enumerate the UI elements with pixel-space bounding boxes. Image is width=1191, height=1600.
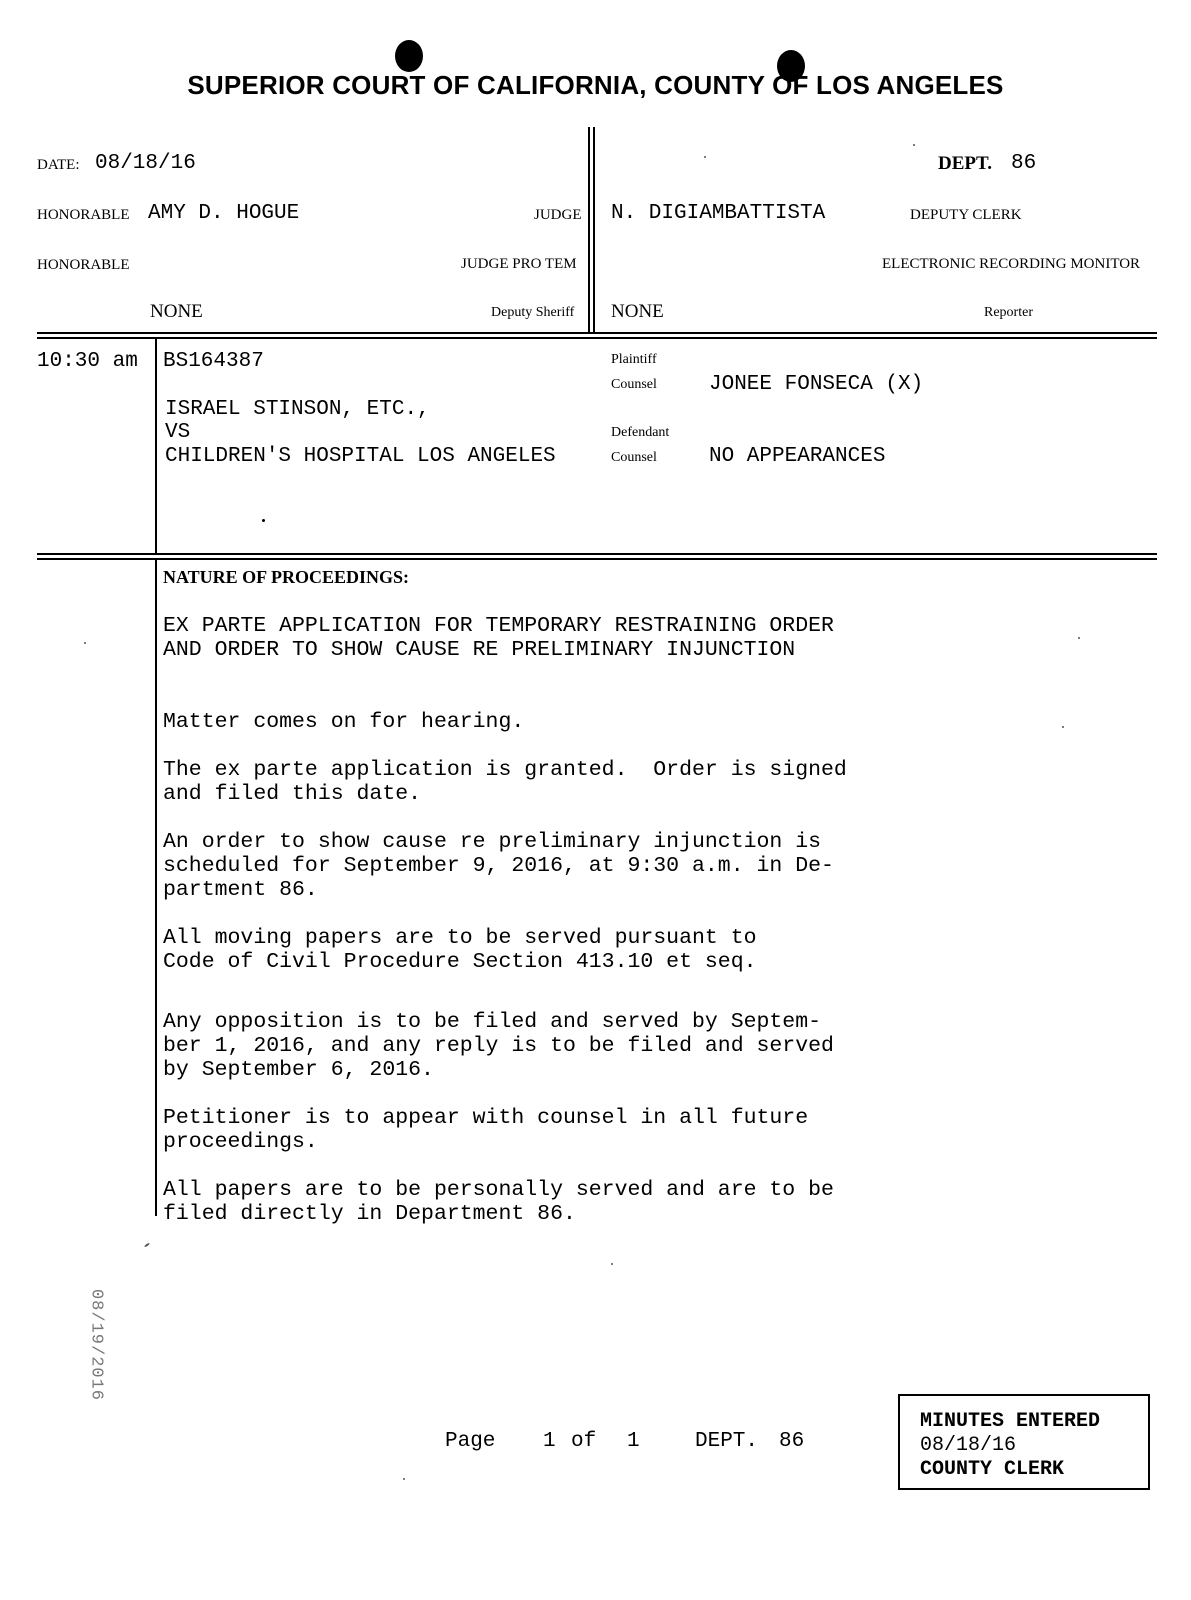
scan-speck [704,156,706,158]
judge-pro-tem-label: JUDGE PRO TEM [461,256,577,272]
scan-speck [913,144,915,146]
party-defendant: CHILDREN'S HOSPITAL LOS ANGELES [165,445,556,468]
header-rule-bottom [37,337,1157,339]
date-label: DATE: [37,157,80,173]
minutes-entered-box [898,1394,1150,1490]
proceedings-divider [155,560,157,1216]
scan-speck [144,1242,150,1247]
proceedings-paragraph: The ex parte application is granted. Order is signed and filed this date. [163,758,847,806]
case-rule-top [37,553,1157,555]
sheriff-value: NONE [150,301,203,322]
case-rule-bottom [37,558,1157,560]
proceedings-paragraph: Any opposition is to be filed and served by Septem- ber 1, 2016, and any reply is to be filed and served by September 6, 2016. [163,1010,834,1082]
proceedings-paragraph: Matter comes on for hearing. [163,710,525,734]
punch-hole-left [395,40,423,72]
scan-speck [1062,726,1064,728]
minutes-entered-label: MINUTES ENTERED [920,1410,1101,1433]
page-total: 1 [627,1430,640,1453]
case-time: 10:30 am [37,350,138,373]
versus: VS [165,421,191,444]
reporter-label: Reporter [984,305,1033,320]
reporter-value: NONE [611,301,664,322]
judge-label: JUDGE [534,207,582,223]
proceedings-title: EX PARTE APPLICATION FOR TEMPORARY RESTRAINING ORDER AND ORDER TO SHOW CAUSE RE PRELIMINARY INJUNCTION [163,614,834,662]
header-divider-right [593,127,595,332]
proceedings-paragraph: Petitioner is to appear with counsel in all future proceedings. [163,1106,809,1154]
scan-speck [1078,637,1080,639]
proceedings-paragraph: All papers are to be personally served and are to be filed directly in Department 86. [163,1178,834,1226]
header-divider-left [588,127,590,332]
deputy-sheriff-label: Deputy Sheriff [491,305,575,320]
page-number: 1 [543,1430,556,1453]
clerk-name: N. DIGIAMBATTISTA [611,202,826,225]
dept-label: DEPT. [938,153,993,174]
plaintiff-label: Plaintiff [611,352,657,367]
scan-speck [262,519,265,522]
footer-dept-value: 86 [779,1430,805,1453]
page-label: Page [445,1430,496,1453]
erm-label: ELECTRONIC RECORDING MONITOR [882,256,1141,272]
honorable-label: HONORABLE [37,207,130,223]
deputy-clerk-label: DEPUTY CLERK [910,207,1022,223]
received-date-stamp: 08/19/2016 [86,1288,106,1402]
proceedings-paragraph: An order to show cause re preliminary injunction is scheduled for September 9, 2016, at 9:30 a.m. in De- partment 86. [163,830,834,902]
scan-speck [84,642,86,644]
honorable-label-2: HONORABLE [37,257,130,273]
page-of-label: of [571,1430,597,1453]
scan-speck [611,1263,613,1265]
scan-speck [403,1478,405,1480]
county-clerk-label: COUNTY CLERK [920,1458,1065,1481]
case-number: BS164387 [163,350,264,373]
defendant-counsel-label: Counsel [611,450,657,465]
case-divider [155,339,157,554]
proceedings-heading: NATURE OF PROCEEDINGS: [163,567,410,587]
minutes-entered-date: 08/18/16 [920,1434,1017,1457]
court-title: SUPERIOR COURT OF CALIFORNIA, COUNTY OF LOS ANGELES [187,70,1004,100]
dept-value: 86 [1011,152,1037,175]
header-rule-top [37,332,1157,334]
plaintiff-counsel-label: Counsel [611,377,657,392]
footer-dept-label: DEPT. [695,1430,759,1453]
defendant-counsel-name: NO APPEARANCES [709,445,886,468]
party-plaintiff: ISRAEL STINSON, ETC., [165,398,430,421]
plaintiff-counsel-name: JONEE FONSECA (X) [709,373,924,396]
proceedings-paragraph: All moving papers are to be served pursuant to Code of Civil Procedure Section 413.10 et seq. [163,926,757,974]
judge-name: AMY D. HOGUE [148,202,300,225]
defendant-label: Defendant [611,425,670,440]
date-value: 08/18/16 [95,152,196,175]
